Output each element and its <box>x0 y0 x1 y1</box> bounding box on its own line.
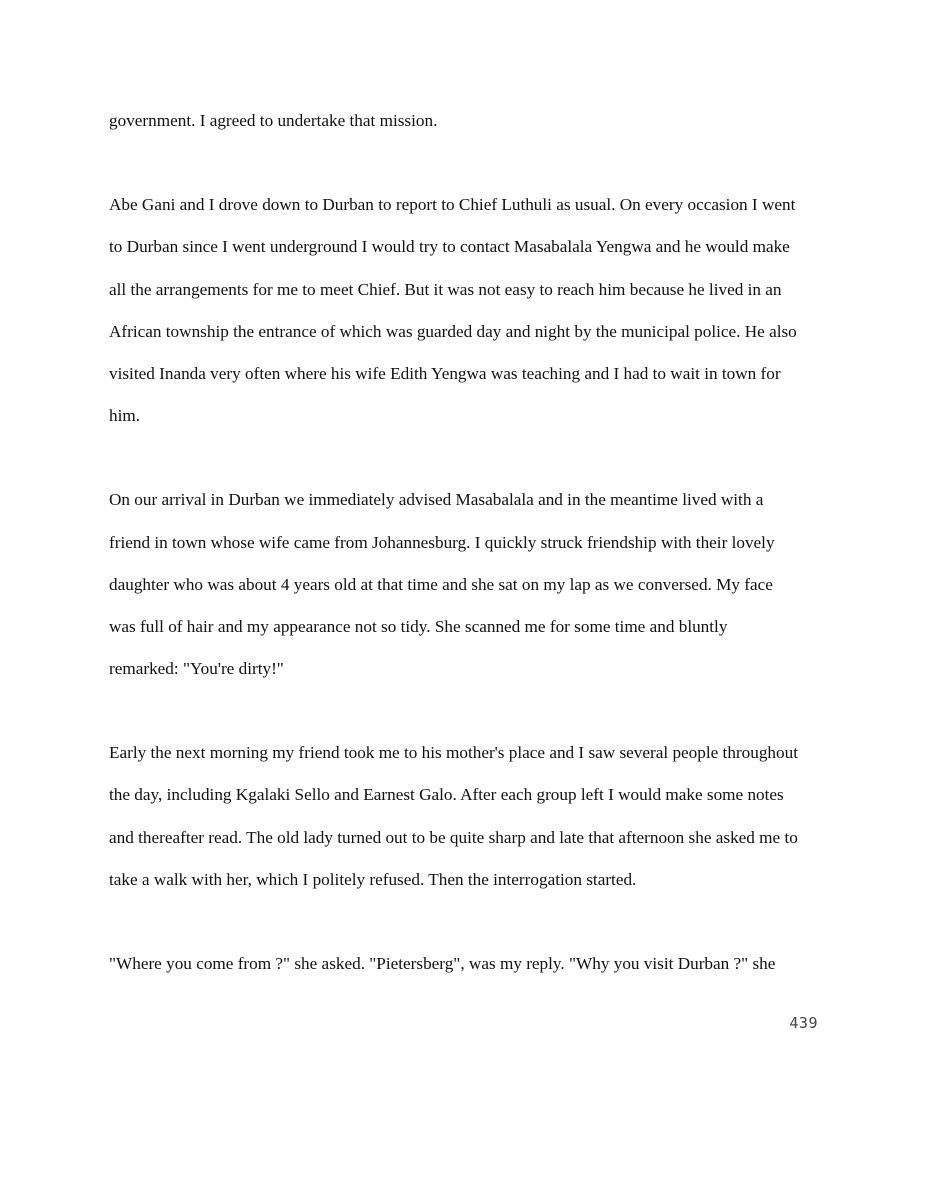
text-line: friend in town whose wife came from Johannesburg. I quickly struck friendship with their lovely <box>109 532 775 552</box>
text-line: visited Inanda very often where his wife Edith Yengwa was teaching and I had to wait in town for <box>109 363 781 383</box>
text-line: take a walk with her, which I politely refused. Then the interrogation started. <box>109 869 637 889</box>
text-line: "Where you come from ?" she asked. "Pietersberg", was my reply. "Why you visit Durban ?" she <box>109 954 776 973</box>
paragraph-3 <box>109 479 829 690</box>
text-line: to Durban since I went underground I would try to contact Masabalala Yengwa and he would make <box>109 237 790 257</box>
text-line: daughter who was about 4 years old at that time and she sat on my lap as we conversed. My face <box>109 574 773 594</box>
paragraph-1 <box>109 100 829 142</box>
page-number: 439 <box>789 1014 818 1032</box>
text-line: and thereafter read. The old lady turned out to be quite sharp and late that afternoon she asked me to <box>109 827 798 847</box>
text-line: was full of hair and my appearance not so tidy. She scanned me for some time and bluntly <box>109 616 728 636</box>
text-line: him. <box>109 406 141 426</box>
paragraph-5 <box>109 943 829 985</box>
text-line: Early the next morning my friend took me to his mother's place and I saw several people throughout <box>109 743 798 763</box>
text-line: all the arrangements for me to meet Chief. But it was not easy to reach him because he lived in an <box>109 279 782 299</box>
text-line: On our arrival in Durban we immediately advised Masabalala and in the meantime lived with a <box>109 490 764 510</box>
text-line: remarked: "You're dirty!" <box>109 659 284 679</box>
paragraph-2 <box>109 184 829 437</box>
text-line: government. I agreed to undertake that mission. <box>109 111 438 130</box>
text-line: African township the entrance of which was guarded day and night by the municipal police. He also <box>109 321 797 341</box>
text-line: the day, including Kgalaki Sello and Earnest Galo. After each group left I would make some notes <box>109 785 784 805</box>
text-line: Abe Gani and I drove down to Durban to report to Chief Luthuli as usual. On every occasion I went <box>109 195 796 215</box>
body-text <box>109 100 829 1027</box>
paragraph-4 <box>109 732 829 901</box>
